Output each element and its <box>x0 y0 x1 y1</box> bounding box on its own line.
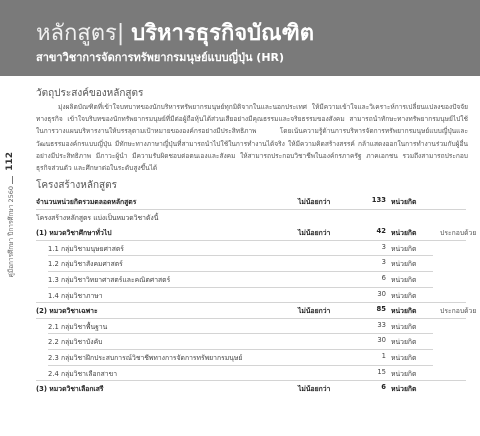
table-row <box>36 256 466 272</box>
row-label: 1.1 กลุ่มวิชามนุษยศาสตร์ <box>48 244 124 253</box>
row-unit: หน่วยกิต <box>391 229 417 238</box>
row-unit: หน่วยกิต <box>391 307 417 316</box>
row-label: (3) หมวดวิชาเลือกเสรี <box>36 385 104 394</box>
row-credits: 6 <box>381 383 386 392</box>
title-divider: | <box>116 21 125 46</box>
objectives-heading: วัตถุประสงค์ของหลักสูตร <box>36 88 144 99</box>
row-label: 2.2 กลุ่มวิชาบังคับ <box>48 338 103 347</box>
row-label: (1) หมวดวิชาศึกษาทั่วไป <box>36 229 112 238</box>
table-row <box>36 288 466 304</box>
row-unit: หน่วยกิต <box>391 353 417 362</box>
header-banner <box>0 0 480 76</box>
row-requirement: ไม่น้อยกว่า <box>298 385 331 394</box>
table-row <box>36 334 466 350</box>
row-label: 2.1 กลุ่มวิชาพื้นฐาน <box>48 322 108 331</box>
margin-rule <box>12 176 13 184</box>
row-label: จำนวนหน่วยกิตรวมตลอดหลักสูตร <box>36 198 137 206</box>
table-row <box>36 272 466 288</box>
row-credits: 3 <box>381 242 386 251</box>
program-keyword: หลักสูตร <box>36 21 117 46</box>
program-major: สาขาวิชาการจัดการทรัพยากรมนุษย์แบบญี่ปุ่น (HR) <box>36 51 285 64</box>
row-note: ประกอบด้วย <box>440 229 477 238</box>
row-label: 2.4 กลุ่มวิชาเลือกสาขา <box>48 369 118 378</box>
book-name: คู่มือการศึกษา ปีการศึกษา 2560 <box>7 186 15 278</box>
row-unit: หน่วยกิต <box>391 198 417 206</box>
table-row <box>36 319 466 335</box>
row-credits: 42 <box>376 227 386 236</box>
row-credits: 30 <box>377 289 386 298</box>
row-label: 1.4 กลุ่มวิชาภาษา <box>48 291 103 300</box>
row-requirement: ไม่น้อยกว่า <box>298 198 331 206</box>
row-note: ประกอบด้วย <box>440 307 477 316</box>
row-label: 1.3 กลุ่มวิชาวิทยาศาสตร์และคณิตศาสตร์ <box>48 275 171 284</box>
row-credits: 3 <box>381 258 386 267</box>
row-unit: หน่วยกิต <box>391 275 417 284</box>
credit-structure-table <box>36 194 477 397</box>
row-credits: 15 <box>377 367 386 376</box>
page-number: 112 <box>5 152 15 171</box>
row-credits: 6 <box>381 273 386 282</box>
row-unit: หน่วยกิต <box>391 291 417 300</box>
table-row <box>36 366 466 382</box>
row-unit: หน่วยกิต <box>391 244 417 253</box>
row-requirement: ไม่น้อยกว่า <box>298 307 331 316</box>
row-unit: หน่วยกิต <box>391 260 417 269</box>
table-row <box>36 194 466 210</box>
row-unit: หน่วยกิต <box>391 322 417 331</box>
program-title <box>36 22 314 46</box>
row-credits: 33 <box>377 320 386 329</box>
table-row <box>36 350 466 366</box>
structure-heading: โครงสร้างหลักสูตร <box>36 180 118 191</box>
table-row <box>36 225 477 241</box>
row-label: 2.3 กลุ่มวิชาฝึกประสบการณ์วิชาชีพทางการจัดการทรัพยากรมนุษย์ <box>48 353 243 362</box>
row-label: 1.2 กลุ่มวิชาสังคมศาสตร์ <box>48 260 123 269</box>
table-row <box>36 303 477 319</box>
row-credits: 85 <box>376 305 386 314</box>
row-credits: 30 <box>377 336 386 345</box>
row-credits: 1 <box>381 351 386 360</box>
table-row <box>36 241 466 257</box>
objectives-paragraph: มุ่งผลิตบัณฑิตที่เข้าใจบทบาทของนักบริหารทรัพยากรมนุษย์ทุกมิติจากในและนอกประเทศ ให้มีความเข้าใจและวิเคราะห์การเปลี่ยนแปลงของปัจจัยทางธุรกิจ เข้าใจบริบทของนักทรัพยากรมนุษย์ที่มีต่อผู้ถือหุ้นได้ส่วนเสียอย่างมีคุณธรรมและจริยธรรมของสังคม สามารถนำทักษะทางทรัพยากรมนุษย์ไปใช้ในการวางแผนบริหารงานให้บรรลุตามเป้าหมายขององค์กรอย่างมีประสิทธิภาพ โดยเน้นความรู้ด้านการบริหารจัดการทรัพยากรมนุษย์แบบญี่ปุ่นและวัฒนธรรมองค์กรแบบญี่ปุ่น มีทักษะทางภาษาญี่ปุ่นที่สามารถนำไปใช้ในการทำงานได้จริง ให้มีความคิดสร้างสรรค์ กล้าแสดงออกในการทำงานร่วมกับผู้อื่นอย่างมีประสิทธิภาพ มีภาวะผู้นำ มีความรับผิดชอบต่อตนเองและสังคม ให้สามารถประกอบวิชาชีพในองค์กรภาครัฐ ภาคเอกชน รวมถึงสามารถประกอบธุรกิจส่วนตัว และศึกษาต่อในระดับสูงขึ้นได้ <box>36 103 468 173</box>
row-unit: หน่วยกิต <box>391 369 417 378</box>
row-credits: 133 <box>371 196 386 204</box>
table-row <box>36 381 466 397</box>
row-label: โครงสร้างหลักสูตร แบ่งเป็นหมวดวิชาดังนี้ <box>36 213 159 222</box>
row-requirement: ไม่น้อยกว่า <box>298 229 331 238</box>
row-unit: หน่วยกิต <box>391 385 417 394</box>
row-unit: หน่วยกิต <box>391 338 417 347</box>
table-row <box>36 210 466 226</box>
row-label: (2) หมวดวิชาเฉพาะ <box>36 307 98 316</box>
program-name: บริหารธุรกิจบัณฑิต <box>131 21 315 46</box>
